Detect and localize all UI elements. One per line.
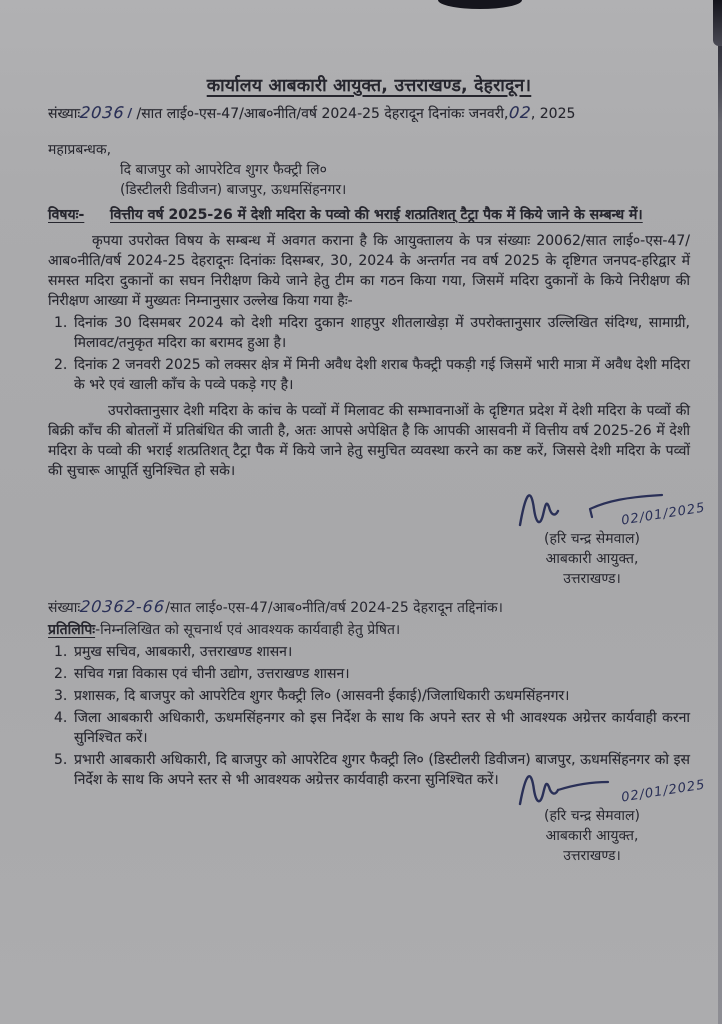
list-item-text: जिला आबकारी अधिकारी, ऊधमसिंहनगर को इस निर्देश के साथ कि अपने स्तर से भी आवश्यक अग्रेत्तर कार्यवाही करना सुनिश्चित करें। xyxy=(74,710,690,746)
signature-scribble xyxy=(492,760,707,812)
list-item-text: प्रशासक, दि बाजपुर को आपरेटिव शुगर फैक्ट्री लि० (आसवनी ईकाई)/जिलाधिकारी ऊधमसिंहनगर। xyxy=(74,688,570,704)
list-item-text: प्रभारी आबकारी अधिकारी, दि बाजपुर को आपरेटिव शुगर फैक्ट्री लि० (डिस्टीलरी डिवीजन) बाजपुर, ऊधमसिंहनगर को इस निर्देश के साथ कि अपने स्तर से भी आवश्यक अग्रेत्तर कार्यवाही करना सुनिश्चित करें। xyxy=(74,752,690,788)
office-title-text: कार्यालय आबकारी आयुक्त, उत्तराखण्ड, देहरादून। xyxy=(206,76,532,96)
handwritten-date: 02/01/2025 xyxy=(620,500,707,529)
copy-label: प्रतिलिपिः xyxy=(48,622,96,638)
signatory-designation: आबकारी आयुक्त, xyxy=(545,828,639,844)
signature-scribble xyxy=(492,483,707,535)
list-item-text: दिनांक 2 जनवरी 2025 को लक्सर क्षेत्र में मिनी अवैध देशी शराब फैक्ट्री पकड़ी गई जिसमें भारी मात्रा में अवैध देशी मदिरा के भरे एवं खाली काँच के पव्वे पकड़े गए है। xyxy=(74,357,690,393)
subject-label: विषयः- xyxy=(48,207,85,223)
ref-text: /सात लाई०-एस-47/आब०नीति/वर्ष 2024-25 देहरादून दिनांकः जनवरी, xyxy=(132,106,509,122)
list-item-text: दिनांक 30 दिसमबर 2024 को देशी मदिरा दुकान शाहपुर शीतलाखेड़ा में उपरोक्तानुसार उल्लिखित संदिग्ध, सामाग्री, मिलावट/तनुकृत मदिरा का बरामद हुआ है। xyxy=(74,315,690,351)
signatory-name: (हरि चन्द्र सेमवाल) xyxy=(544,808,640,824)
handwritten-letter-number: 2036। xyxy=(79,103,134,122)
ref2-label: संख्याः xyxy=(48,600,81,616)
list-item-text: सचिव गन्ना विकास एवं चीनी उद्योग, उत्तराखण्ड शासन। xyxy=(74,666,350,682)
list-item-number: 1. xyxy=(54,315,68,331)
scan-edge-shadow xyxy=(718,0,722,1024)
handwritten-day: 02 xyxy=(507,103,532,122)
list-item xyxy=(48,313,690,353)
list-item xyxy=(48,686,690,706)
handwritten-date: 02/01/2025 xyxy=(620,777,707,806)
ref-year: , 2025 xyxy=(530,106,576,122)
list-item-text: प्रमुख सचिव, आबकारी, उत्तराखण्ड शासन। xyxy=(74,644,293,660)
copy-intro: -निम्नलिखित को सूचनार्थ एवं आवश्यक कार्यवाही हेतु प्रेषित। xyxy=(95,622,401,638)
findings-list xyxy=(48,313,690,395)
reference-number-line xyxy=(48,103,690,124)
signatory-region: उत्तराखण्ड। xyxy=(563,848,621,864)
office-title xyxy=(48,76,690,96)
copy-section-heading xyxy=(48,620,690,640)
signature-block-top xyxy=(492,483,707,589)
list-item xyxy=(48,355,690,395)
list-item-number: 4. xyxy=(54,710,68,726)
dispatch-number-line xyxy=(48,597,690,618)
ref-label: संख्याः xyxy=(48,106,81,122)
list-item-number: 2. xyxy=(54,666,68,682)
signatory-region: उत्तराखण्ड। xyxy=(563,571,621,587)
list-item-number: 5. xyxy=(54,752,68,768)
salutation: महाप्रबन्धक, xyxy=(48,142,112,158)
list-item-number: 2. xyxy=(54,357,68,373)
scan-edge-corner xyxy=(713,0,722,46)
body-paragraph-1: कृपया उपरोक्त विषय के सम्बन्ध में अवगत कराना है कि आयुक्तालय के पत्र संख्याः 20062/सात लाई०-एस-47/आब०नीति/वर्ष 2024-25 देहरादूनः दिनांकः दिसम्बर, 30, 2024 के अन्तर्गत नव वर्ष 2025 के दृष्टिगत जनपद-हरिद्वार में समस्त मदिरा दुकानों का सघन निरीक्षण किये जाने हेतु टीम का गठन किया गया, जिसमें मदिरा दुकानों के किये निरीक्षण की निरीक्षण आख्या में मुख्यतः निम्नानुसार उल्लेख किया गया हैः- xyxy=(48,233,690,309)
list-item-number: 1. xyxy=(54,644,68,660)
list-item xyxy=(48,708,690,748)
list-item xyxy=(48,664,690,684)
signatory-name: (हरि चन्द्र सेमवाल) xyxy=(544,531,640,547)
signature-block-bottom xyxy=(492,760,707,866)
handwritten-dispatch-number: 20362-66 xyxy=(79,597,167,616)
signatory-designation: आबकारी आयुक्त, xyxy=(545,551,639,567)
list-item xyxy=(48,642,690,662)
body-paragraph-2: उपरोक्तानुसार देशी मदिरा के कांच के पव्वों में मिलावट की सम्भावनाओं के दृष्टिगत प्रदेश में देशी मदिरा के पव्वों की बिक्री काँच की बोतलों में प्रतिबंधित की जाती है, अतः आपसे अपेक्षित है कि आपकी आसवनी में वित्तीय वर्ष 2025-26 में देशी मदिरा के पव्वो की भराई शत्प्रतिशत् टैट्रा पैक में किये जाने हेतु समुचित व्यवस्था करने का कष्ट करें, जिससे देशी मदिरा के पव्वों की सुचारू आपूर्ति सुनिश्चित हो सके। xyxy=(48,403,690,479)
list-item-number: 3. xyxy=(54,688,68,704)
subject-text: वित्तीय वर्ष 2025-26 में देशी मदिरा के पव्वो की भराई शत्प्रतिशत् टैट्रा पैक में किये जाने के सम्बन्ध में। xyxy=(110,207,643,223)
scan-artifact-blob xyxy=(438,0,522,9)
ref2-text: /सात लाई०-एस-47/आब०नीति/वर्ष 2024-25 देहरादून तद्दिनांक। xyxy=(165,600,503,616)
subject-line xyxy=(48,205,690,225)
recipient-line2: (डिस्टीलरी डिवीजन) बाजपुर, ऊधमसिंहनगर। xyxy=(120,182,347,198)
recipient-line1: दि बाजपुर को आपरेटिव शुगर फैक्ट्री लि० xyxy=(120,162,327,178)
